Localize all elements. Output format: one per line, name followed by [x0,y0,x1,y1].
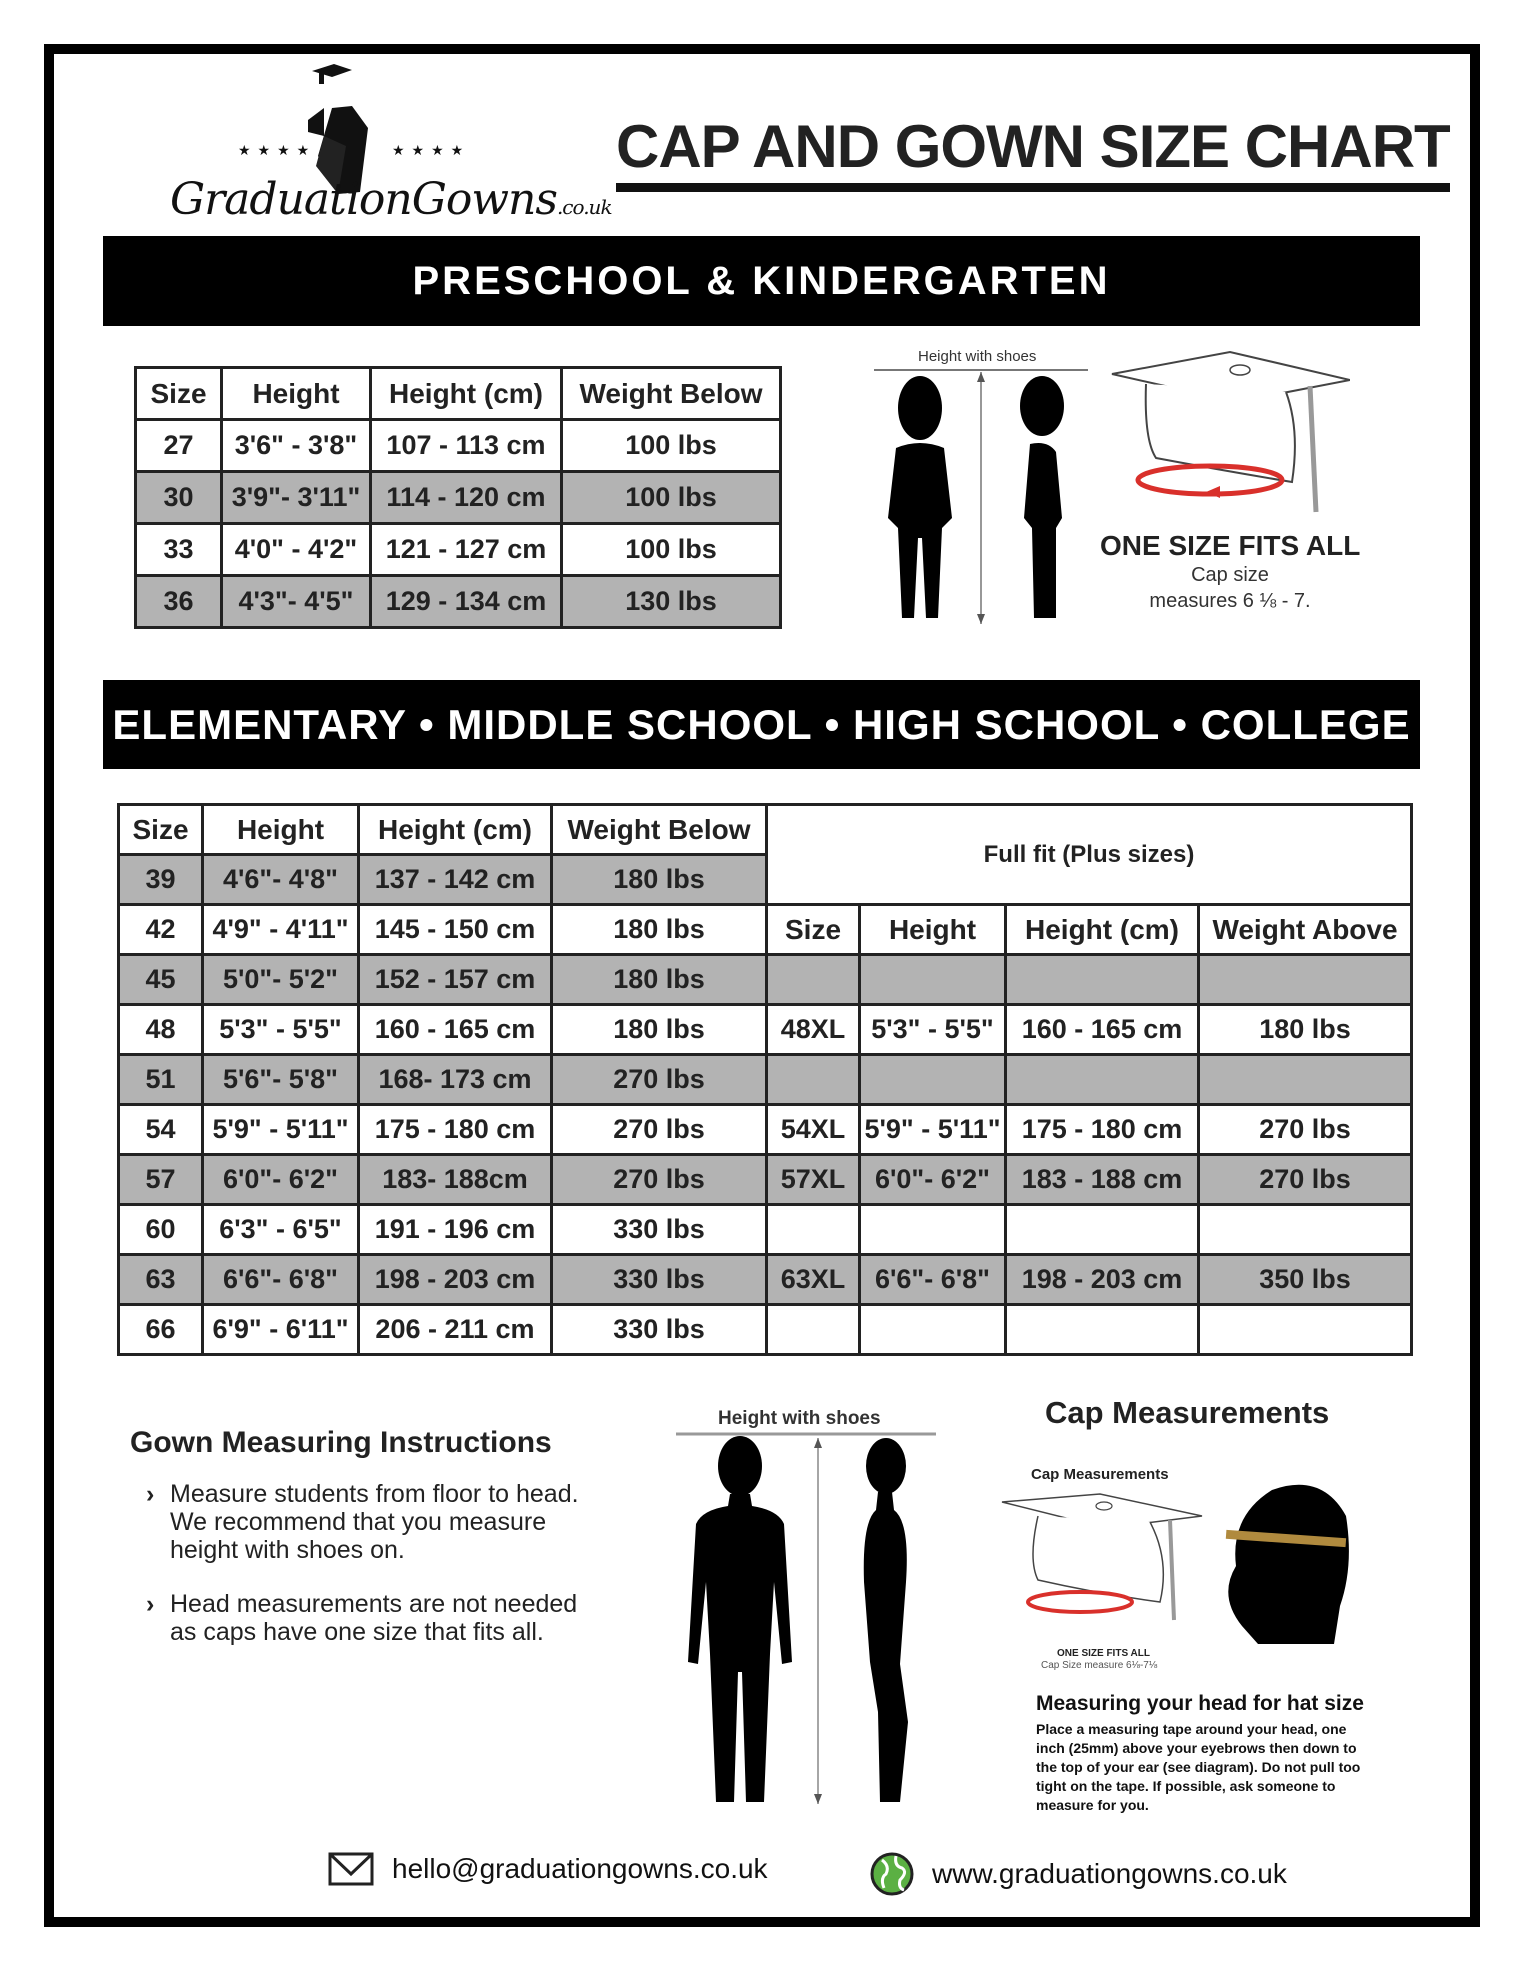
chevron-right-icon: › [146,1480,155,1508]
hat-size-heading: Measuring your head for hat size [1036,1692,1364,1715]
cell-weight: 270 lbs [552,1105,767,1155]
cell-height-cm: 137 - 142 cm [359,855,552,905]
cell-height-cm: 206 - 211 cm [359,1305,552,1355]
table-row [119,1155,1412,1205]
cell-height-cm: 107 - 113 cm [371,420,562,472]
section-heading-preschool: PRESCHOOL & KINDERGARTEN [103,236,1420,326]
cell-height: 4'3"- 4'5" [222,576,371,628]
col-height-cm: Height (cm) [359,805,552,855]
cell-height: 4'0" - 4'2" [222,524,371,576]
plus-cell-height-cm [1006,955,1199,1005]
cell-height: 5'3" - 5'5" [203,1005,359,1055]
plus-col-weight-above: Weight Above [1199,905,1412,955]
child-silhouette-figure [872,368,1090,628]
plus-cell-weight: 350 lbs [1199,1255,1412,1305]
cell-size: 42 [119,905,203,955]
instruction-item [130,1480,590,1564]
plus-cell-weight [1199,1055,1412,1105]
plus-cell-size [767,1055,860,1105]
plus-cell-size [767,1305,860,1355]
table-row [119,1205,1412,1255]
plus-cell-height [860,1305,1006,1355]
plus-cell-weight [1199,1305,1412,1355]
page-title: CAP AND GOWN SIZE CHART [616,113,1450,180]
cell-height-cm: 152 - 157 cm [359,955,552,1005]
cell-size: 57 [119,1155,203,1205]
plus-cell-height: 5'9" - 5'11" [860,1105,1006,1155]
table-row [119,955,1412,1005]
footer-website[interactable] [870,1852,1287,1896]
title-underline [616,183,1450,192]
cap-osfa-sublabel: Cap Size measure 6⅛-7⅛ [1041,1660,1158,1671]
preschool-size-table [134,366,782,629]
chevron-right-icon: › [146,1590,155,1618]
plus-cell-weight [1199,1205,1412,1255]
cell-height-cm: 145 - 150 cm [359,905,552,955]
table-row [119,1005,1412,1055]
section-heading-elementary-college: ELEMENTARY • MIDDLE SCHOOL • HIGH SCHOOL • COLLEGE [103,680,1420,769]
cell-height: 6'3" - 6'5" [203,1205,359,1255]
cell-weight: 180 lbs [552,1005,767,1055]
cell-height-cm: 121 - 127 cm [371,524,562,576]
cell-weight: 180 lbs [552,955,767,1005]
head-tape-drawing [1222,1476,1352,1646]
cell-height: 4'6"- 4'8" [203,855,359,905]
cap-measure-drawing [1000,1490,1205,1630]
cell-weight: 100 lbs [562,524,781,576]
cell-weight: 180 lbs [552,855,767,905]
col-weight-below: Weight Below [562,368,781,420]
cell-height-cm: 183- 188cm [359,1155,552,1205]
plus-col-height-cm: Height (cm) [1006,905,1199,955]
plus-cell-height-cm: 160 - 165 cm [1006,1005,1199,1055]
col-weight-below: Weight Below [552,805,767,855]
cell-size: 33 [136,524,222,576]
plus-cell-weight: 270 lbs [1199,1105,1412,1155]
cell-weight: 330 lbs [552,1205,767,1255]
table-row [136,576,781,628]
plus-cell-height [860,1055,1006,1105]
cell-weight: 270 lbs [552,1155,767,1205]
envelope-icon [328,1852,374,1886]
plus-cell-height [860,1205,1006,1255]
plus-cell-height: 6'6"- 6'8" [860,1255,1006,1305]
plus-col-size: Size [767,905,860,955]
table-row [119,1105,1412,1155]
cap-drawing [1110,350,1350,520]
cell-size: 63 [119,1255,203,1305]
cell-weight: 100 lbs [562,420,781,472]
cell-weight: 180 lbs [552,905,767,955]
cell-height: 3'9"- 3'11" [222,472,371,524]
instructions-title: Gown Measuring Instructions [130,1426,552,1459]
plus-cell-weight [1199,955,1412,1005]
plus-cell-size: 48XL [767,1005,860,1055]
globe-icon [870,1852,914,1896]
table-row [119,905,1412,955]
cell-size: 30 [136,472,222,524]
cell-size: 48 [119,1005,203,1055]
stars-left: ★★★★ [238,142,317,158]
cell-weight: 270 lbs [552,1055,767,1105]
table-row [119,1055,1412,1105]
graduation-cap-icon [310,62,354,86]
plus-cell-height-cm [1006,1205,1199,1255]
cap-measurements-figure-title: Cap Measurements [1031,1466,1169,1483]
adult-height-caption: Height with shoes [718,1408,881,1429]
col-size: Size [136,368,222,420]
cell-height: 5'9" - 5'11" [203,1105,359,1155]
cell-size: 66 [119,1305,203,1355]
plus-cell-weight: 270 lbs [1199,1155,1412,1205]
cell-height: 6'6"- 6'8" [203,1255,359,1305]
cap-measurements-title: Cap Measurements [1045,1395,1330,1430]
hat-size-instructions: Place a measuring tape around your head, one inch (25mm) above your eyebrows then down to the top of your ear (see diagram). Do not pull too tight on the tape. If possible, ask someone to measure for you. [1036,1721,1361,1813]
plus-cell-height-cm [1006,1055,1199,1105]
stars-right: ★★★★ [392,142,471,158]
cell-height-cm: 114 - 120 cm [371,472,562,524]
plus-cell-height-cm: 175 - 180 cm [1006,1105,1199,1155]
one-size-note [1100,530,1360,614]
col-size: Size [119,805,203,855]
cell-height-cm: 160 - 165 cm [359,1005,552,1055]
cell-height-cm: 175 - 180 cm [359,1105,552,1155]
cell-height: 4'9" - 4'11" [203,905,359,955]
cell-height: 5'0"- 5'2" [203,955,359,1005]
table-row [136,524,781,576]
brand-logo [170,62,612,237]
plus-cell-height-cm: 198 - 203 cm [1006,1255,1199,1305]
table-header-row [119,805,1412,855]
cell-height-cm: 198 - 203 cm [359,1255,552,1305]
plus-cell-height: 6'0"- 6'2" [860,1155,1006,1205]
adult-silhouette-figure [674,1432,938,1810]
gown-measuring-instructions [130,1426,590,1672]
plus-sizes-title: Full fit (Plus sizes) [767,805,1412,905]
brand-name: GraduationGowns [170,174,557,225]
website-link[interactable]: www.graduationgowns.co.uk [932,1858,1287,1889]
table-header-row [136,368,781,420]
cell-height-cm: 191 - 196 cm [359,1205,552,1255]
cell-size: 45 [119,955,203,1005]
cell-size: 36 [136,576,222,628]
plus-col-height: Height [860,905,1006,955]
plus-cell-size [767,1205,860,1255]
plus-cell-height-cm: 183 - 188 cm [1006,1155,1199,1205]
footer-email[interactable] [328,1852,768,1886]
col-height: Height [203,805,359,855]
plus-cell-weight: 180 lbs [1199,1005,1412,1055]
instruction-item [130,1590,590,1646]
instruction-text: Measure students from floor to head. We recommend that you measure height with shoes on. [170,1480,579,1564]
cell-size: 39 [119,855,203,905]
cap-size-line1: Cap size [1191,564,1269,586]
cell-height-cm: 168- 173 cm [359,1055,552,1105]
table-row [136,472,781,524]
email-link[interactable]: hello@graduationgowns.co.uk [392,1853,768,1884]
instructions-list [130,1480,590,1646]
col-height-cm: Height (cm) [371,368,562,420]
plus-cell-size: 57XL [767,1155,860,1205]
plus-cell-height [860,955,1006,1005]
standard-size-table [117,803,1413,1356]
col-height: Height [222,368,371,420]
cell-weight: 330 lbs [552,1305,767,1355]
cell-weight: 130 lbs [562,576,781,628]
cap-osfa-label: ONE SIZE FITS ALL [1057,1648,1150,1659]
cell-height-cm: 129 - 134 cm [371,576,562,628]
cell-height: 6'9" - 6'11" [203,1305,359,1355]
brand-domain: .co.uk [556,195,612,219]
cell-size: 54 [119,1105,203,1155]
plus-cell-size: 54XL [767,1105,860,1155]
cell-height: 3'6" - 3'8" [222,420,371,472]
table-row [119,1305,1412,1355]
instruction-text: Head measurements are not needed as caps have one size that fits all. [170,1590,578,1646]
plus-cell-height: 5'3" - 5'5" [860,1005,1006,1055]
cell-height: 6'0"- 6'2" [203,1155,359,1205]
child-height-caption: Height with shoes [918,348,1037,365]
cell-size: 27 [136,420,222,472]
cell-weight: 100 lbs [562,472,781,524]
plus-cell-size [767,955,860,1005]
brand-wordmark [170,174,612,225]
table-row [119,1255,1412,1305]
plus-cell-size: 63XL [767,1255,860,1305]
cap-size-line2: measures 6 ⅛ - 7. [1149,590,1311,612]
cell-height: 5'6"- 5'8" [203,1055,359,1105]
plus-cell-height-cm [1006,1305,1199,1355]
cell-size: 60 [119,1205,203,1255]
one-size-title: ONE SIZE FITS ALL [1100,530,1361,561]
cell-size: 51 [119,1055,203,1105]
cell-weight: 330 lbs [552,1255,767,1305]
table-row [136,420,781,472]
